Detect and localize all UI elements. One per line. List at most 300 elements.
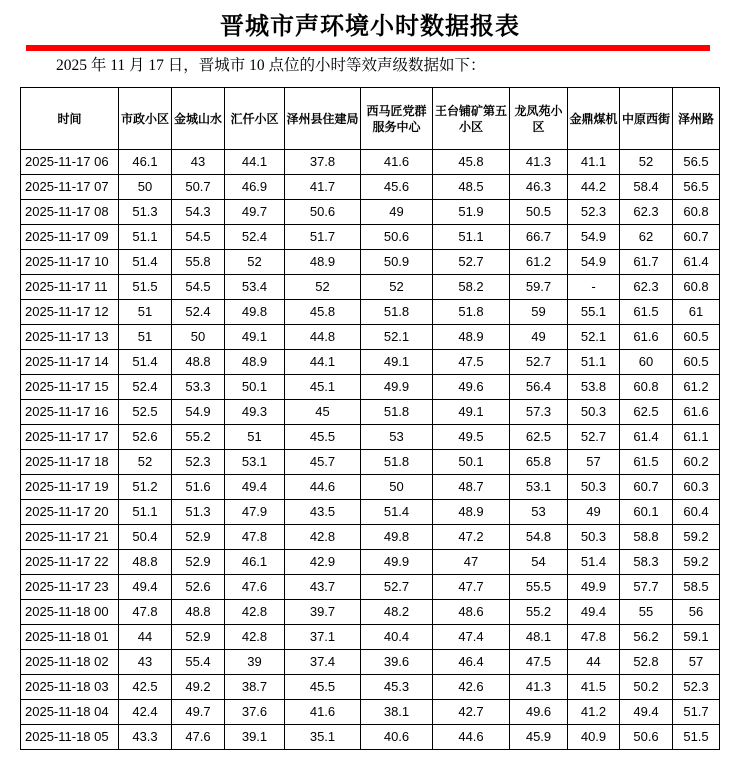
value-cell: 42.6: [433, 675, 510, 700]
value-cell: 47.8: [225, 525, 285, 550]
value-cell: 47.2: [433, 525, 510, 550]
value-cell: 56.2: [620, 625, 673, 650]
value-cell: 52.4: [119, 375, 172, 400]
value-cell: 41.2: [568, 700, 620, 725]
value-cell: 52.3: [673, 675, 720, 700]
value-cell: 52: [620, 150, 673, 175]
value-cell: 51.6: [172, 475, 225, 500]
header-site: 市政小区: [119, 88, 172, 150]
value-cell: 58.2: [433, 275, 510, 300]
value-cell: 54.8: [510, 525, 568, 550]
value-cell: 51.8: [433, 300, 510, 325]
time-cell: 2025-11-18 04: [21, 700, 119, 725]
value-cell: 51.9: [433, 200, 510, 225]
value-cell: 52.7: [433, 250, 510, 275]
value-cell: 43.5: [285, 500, 361, 525]
value-cell: 39.1: [225, 725, 285, 750]
value-cell: 50: [361, 475, 433, 500]
report-title: 晋城市声环境小时数据报表: [220, 11, 520, 40]
time-cell: 2025-11-17 19: [21, 475, 119, 500]
value-cell: 53: [510, 500, 568, 525]
value-cell: 49.1: [433, 400, 510, 425]
value-cell: 60.8: [673, 200, 720, 225]
time-cell: 2025-11-17 06: [21, 150, 119, 175]
value-cell: 49.5: [433, 425, 510, 450]
value-cell: 52.6: [119, 425, 172, 450]
value-cell: 57.7: [620, 575, 673, 600]
value-cell: 40.4: [361, 625, 433, 650]
value-cell: 57.3: [510, 400, 568, 425]
value-cell: 51.5: [119, 275, 172, 300]
value-cell: 59.1: [673, 625, 720, 650]
value-cell: 42.7: [433, 700, 510, 725]
value-cell: 48.9: [433, 325, 510, 350]
value-cell: 49.3: [225, 400, 285, 425]
value-cell: 43: [172, 150, 225, 175]
value-cell: 60.2: [673, 450, 720, 475]
value-cell: 52.4: [172, 300, 225, 325]
value-cell: 45.8: [433, 150, 510, 175]
value-cell: 55.8: [172, 250, 225, 275]
value-cell: 51.3: [119, 200, 172, 225]
value-cell: 48.8: [172, 350, 225, 375]
value-cell: 56.4: [510, 375, 568, 400]
table-row: [21, 250, 720, 275]
value-cell: 58.5: [673, 575, 720, 600]
table-row: [21, 275, 720, 300]
value-cell: 60.7: [620, 475, 673, 500]
value-cell: 38.1: [361, 700, 433, 725]
value-cell: 55: [620, 600, 673, 625]
value-cell: 60.8: [620, 375, 673, 400]
value-cell: 49.9: [568, 575, 620, 600]
time-cell: 2025-11-17 20: [21, 500, 119, 525]
value-cell: 52.9: [172, 525, 225, 550]
value-cell: 35.1: [285, 725, 361, 750]
table-row: [21, 500, 720, 525]
table-row: [21, 550, 720, 575]
table-row: [21, 325, 720, 350]
value-cell: 51.1: [433, 225, 510, 250]
value-cell: 55.5: [510, 575, 568, 600]
value-cell: 39.6: [361, 650, 433, 675]
value-cell: 44: [568, 650, 620, 675]
value-cell: 53.1: [510, 475, 568, 500]
value-cell: 50.3: [568, 525, 620, 550]
value-cell: 47.5: [433, 350, 510, 375]
value-cell: 49.6: [433, 375, 510, 400]
value-cell: 49.4: [225, 475, 285, 500]
value-cell: 50.6: [361, 225, 433, 250]
value-cell: 50: [172, 325, 225, 350]
value-cell: 52.9: [172, 625, 225, 650]
value-cell: 48.7: [433, 475, 510, 500]
value-cell: 42.8: [225, 600, 285, 625]
header-site: 泽州县住建局: [285, 88, 361, 150]
value-cell: 51.1: [119, 225, 172, 250]
value-cell: 61.5: [620, 450, 673, 475]
value-cell: 51.4: [361, 500, 433, 525]
value-cell: 44.2: [568, 175, 620, 200]
time-cell: 2025-11-17 18: [21, 450, 119, 475]
intro-text: 2025 年 11 月 17 日，晋城市 10 点位的小时等效声级数据如下：: [56, 57, 486, 74]
table-header-row: [21, 88, 720, 150]
value-cell: 55.4: [172, 650, 225, 675]
value-cell: 50.9: [361, 250, 433, 275]
value-cell: 49: [361, 200, 433, 225]
value-cell: 49.7: [172, 700, 225, 725]
value-cell: 61.5: [620, 300, 673, 325]
header-site: 龙凤苑小区: [510, 88, 568, 150]
header-site: 泽州路: [673, 88, 720, 150]
value-cell: 49.4: [568, 600, 620, 625]
value-cell: 47.9: [225, 500, 285, 525]
value-cell: 55.2: [172, 425, 225, 450]
time-cell: 2025-11-18 00: [21, 600, 119, 625]
value-cell: 47.4: [433, 625, 510, 650]
value-cell: 45.5: [285, 425, 361, 450]
value-cell: 54.5: [172, 225, 225, 250]
value-cell: 41.3: [510, 675, 568, 700]
value-cell: 51.8: [361, 450, 433, 475]
table-row: [21, 175, 720, 200]
value-cell: 55.2: [510, 600, 568, 625]
table-row: [21, 475, 720, 500]
value-cell: 51.7: [285, 225, 361, 250]
value-cell: 41.5: [568, 675, 620, 700]
value-cell: 50.3: [568, 400, 620, 425]
value-cell: 51.4: [119, 250, 172, 275]
value-cell: 54: [510, 550, 568, 575]
header-site: 金鼎煤机: [568, 88, 620, 150]
value-cell: 52.7: [510, 350, 568, 375]
value-cell: 45.8: [285, 300, 361, 325]
value-cell: 61.6: [620, 325, 673, 350]
value-cell: 52.7: [568, 425, 620, 450]
value-cell: 49.1: [225, 325, 285, 350]
value-cell: 61.4: [673, 250, 720, 275]
value-cell: 51.3: [172, 500, 225, 525]
value-cell: 61.7: [620, 250, 673, 275]
value-cell: 50.6: [620, 725, 673, 750]
header-site: 王台铺矿第五小区: [433, 88, 510, 150]
value-cell: 48.6: [433, 600, 510, 625]
value-cell: 47.8: [119, 600, 172, 625]
value-cell: 59.7: [510, 275, 568, 300]
value-cell: 55.1: [568, 300, 620, 325]
value-cell: 49.4: [620, 700, 673, 725]
value-cell: 52.5: [119, 400, 172, 425]
value-cell: 44.6: [285, 475, 361, 500]
table-row: [21, 450, 720, 475]
value-cell: 51.4: [568, 550, 620, 575]
time-cell: 2025-11-17 12: [21, 300, 119, 325]
table-row: [21, 650, 720, 675]
table-row: [21, 575, 720, 600]
value-cell: 49: [568, 500, 620, 525]
time-cell: 2025-11-17 11: [21, 275, 119, 300]
value-cell: 42.9: [285, 550, 361, 575]
value-cell: 41.7: [285, 175, 361, 200]
time-cell: 2025-11-17 07: [21, 175, 119, 200]
value-cell: 61.4: [620, 425, 673, 450]
value-cell: 45.7: [285, 450, 361, 475]
value-cell: 43.3: [119, 725, 172, 750]
value-cell: 50.4: [119, 525, 172, 550]
value-cell: 50.2: [620, 675, 673, 700]
time-cell: 2025-11-17 16: [21, 400, 119, 425]
header-site: 金城山水: [172, 88, 225, 150]
value-cell: 49.8: [361, 525, 433, 550]
value-cell: 53.4: [225, 275, 285, 300]
value-cell: 50.3: [568, 475, 620, 500]
value-cell: 59: [510, 300, 568, 325]
table-body: [21, 150, 720, 750]
value-cell: 52.6: [172, 575, 225, 600]
value-cell: 52.3: [568, 200, 620, 225]
value-cell: 62.3: [620, 275, 673, 300]
time-cell: 2025-11-18 02: [21, 650, 119, 675]
time-cell: 2025-11-18 03: [21, 675, 119, 700]
value-cell: 50.1: [433, 450, 510, 475]
value-cell: 53: [361, 425, 433, 450]
time-cell: 2025-11-17 09: [21, 225, 119, 250]
value-cell: 41.1: [568, 150, 620, 175]
value-cell: 51.8: [361, 300, 433, 325]
value-cell: 52.3: [172, 450, 225, 475]
value-cell: 53.1: [225, 450, 285, 475]
value-cell: 53.8: [568, 375, 620, 400]
value-cell: 42.8: [285, 525, 361, 550]
value-cell: 50.7: [172, 175, 225, 200]
value-cell: 40.6: [361, 725, 433, 750]
value-cell: 60.8: [673, 275, 720, 300]
value-cell: 58.4: [620, 175, 673, 200]
value-cell: 48.9: [285, 250, 361, 275]
value-cell: 49.2: [172, 675, 225, 700]
value-cell: 47.8: [568, 625, 620, 650]
value-cell: 51: [225, 425, 285, 450]
value-cell: 52: [119, 450, 172, 475]
value-cell: 54.9: [172, 400, 225, 425]
value-cell: 56.5: [673, 150, 720, 175]
value-cell: 61.2: [673, 375, 720, 400]
table-row: [21, 725, 720, 750]
time-cell: 2025-11-17 21: [21, 525, 119, 550]
value-cell: 51: [119, 300, 172, 325]
value-cell: 52: [225, 250, 285, 275]
value-cell: 51.1: [119, 500, 172, 525]
value-cell: 43: [119, 650, 172, 675]
header-time: 时间: [21, 88, 119, 150]
noise-data-table: [20, 87, 720, 750]
value-cell: 37.4: [285, 650, 361, 675]
value-cell: 45: [285, 400, 361, 425]
value-cell: 51.5: [673, 725, 720, 750]
value-cell: 47.6: [172, 725, 225, 750]
time-cell: 2025-11-18 05: [21, 725, 119, 750]
table-row: [21, 300, 720, 325]
time-cell: 2025-11-17 17: [21, 425, 119, 450]
value-cell: 49.9: [361, 375, 433, 400]
value-cell: 39: [225, 650, 285, 675]
value-cell: 60.5: [673, 350, 720, 375]
value-cell: 57: [673, 650, 720, 675]
value-cell: 57: [568, 450, 620, 475]
value-cell: 44: [119, 625, 172, 650]
value-cell: 37.1: [285, 625, 361, 650]
value-cell: 45.6: [361, 175, 433, 200]
table-row: [21, 600, 720, 625]
value-cell: 51.2: [119, 475, 172, 500]
value-cell: 47: [433, 550, 510, 575]
value-cell: 53.3: [172, 375, 225, 400]
header-site: 中原西街: [620, 88, 673, 150]
value-cell: 52.7: [361, 575, 433, 600]
value-cell: 60.4: [673, 500, 720, 525]
time-cell: 2025-11-17 08: [21, 200, 119, 225]
value-cell: 51: [119, 325, 172, 350]
value-cell: 42.4: [119, 700, 172, 725]
value-cell: 51.1: [568, 350, 620, 375]
value-cell: 62: [620, 225, 673, 250]
time-cell: 2025-11-17 23: [21, 575, 119, 600]
value-cell: 60.5: [673, 325, 720, 350]
value-cell: 60.7: [673, 225, 720, 250]
value-cell: 61: [673, 300, 720, 325]
value-cell: 49: [510, 325, 568, 350]
value-cell: 50.1: [225, 375, 285, 400]
value-cell: 54.9: [568, 225, 620, 250]
value-cell: 46.9: [225, 175, 285, 200]
value-cell: 49.7: [225, 200, 285, 225]
value-cell: 50: [119, 175, 172, 200]
value-cell: 48.8: [119, 550, 172, 575]
value-cell: 45.1: [285, 375, 361, 400]
value-cell: 51.7: [673, 700, 720, 725]
value-cell: 49.1: [361, 350, 433, 375]
value-cell: 46.1: [119, 150, 172, 175]
value-cell: 42.5: [119, 675, 172, 700]
value-cell: 50.6: [285, 200, 361, 225]
value-cell: 46.3: [510, 175, 568, 200]
time-cell: 2025-11-17 15: [21, 375, 119, 400]
value-cell: 39.7: [285, 600, 361, 625]
table-row: [21, 400, 720, 425]
value-cell: 45.9: [510, 725, 568, 750]
value-cell: 52.1: [361, 325, 433, 350]
value-cell: 41.6: [285, 700, 361, 725]
value-cell: 47.5: [510, 650, 568, 675]
table-row: [21, 375, 720, 400]
value-cell: 60.1: [620, 500, 673, 525]
value-cell: 52.8: [620, 650, 673, 675]
value-cell: 61.2: [510, 250, 568, 275]
value-cell: 48.9: [225, 350, 285, 375]
table-row: [21, 350, 720, 375]
value-cell: 42.8: [225, 625, 285, 650]
value-cell: 50.5: [510, 200, 568, 225]
value-cell: 44.1: [285, 350, 361, 375]
value-cell: 37.8: [285, 150, 361, 175]
value-cell: -: [568, 275, 620, 300]
value-cell: 66.7: [510, 225, 568, 250]
header-site: 西马匠党群服务中心: [361, 88, 433, 150]
value-cell: 49.9: [361, 550, 433, 575]
table-row: [21, 700, 720, 725]
table-row: [21, 675, 720, 700]
value-cell: 52.1: [568, 325, 620, 350]
value-cell: 46.4: [433, 650, 510, 675]
value-cell: 60: [620, 350, 673, 375]
value-cell: 43.7: [285, 575, 361, 600]
value-cell: 48.9: [433, 500, 510, 525]
value-cell: 45.5: [285, 675, 361, 700]
value-cell: 59.2: [673, 525, 720, 550]
value-cell: 62.5: [620, 400, 673, 425]
time-cell: 2025-11-17 13: [21, 325, 119, 350]
time-cell: 2025-11-18 01: [21, 625, 119, 650]
value-cell: 52.4: [225, 225, 285, 250]
value-cell: 52.9: [172, 550, 225, 575]
value-cell: 52: [285, 275, 361, 300]
value-cell: 61.6: [673, 400, 720, 425]
value-cell: 38.7: [225, 675, 285, 700]
table-row: [21, 625, 720, 650]
time-cell: 2025-11-17 14: [21, 350, 119, 375]
table-row: [21, 150, 720, 175]
value-cell: 51.8: [361, 400, 433, 425]
value-cell: 49.4: [119, 575, 172, 600]
value-cell: 44.8: [285, 325, 361, 350]
time-cell: 2025-11-17 10: [21, 250, 119, 275]
value-cell: 58.8: [620, 525, 673, 550]
value-cell: 41.3: [510, 150, 568, 175]
value-cell: 54.5: [172, 275, 225, 300]
value-cell: 65.8: [510, 450, 568, 475]
value-cell: 41.6: [361, 150, 433, 175]
title-divider: [26, 45, 710, 51]
value-cell: 56: [673, 600, 720, 625]
value-cell: 52: [361, 275, 433, 300]
value-cell: 47.6: [225, 575, 285, 600]
value-cell: 62.5: [510, 425, 568, 450]
value-cell: 45.3: [361, 675, 433, 700]
value-cell: 51.4: [119, 350, 172, 375]
value-cell: 49.8: [225, 300, 285, 325]
value-cell: 48.8: [172, 600, 225, 625]
value-cell: 44.6: [433, 725, 510, 750]
value-cell: 54.9: [568, 250, 620, 275]
value-cell: 54.3: [172, 200, 225, 225]
value-cell: 59.2: [673, 550, 720, 575]
value-cell: 61.1: [673, 425, 720, 450]
value-cell: 37.6: [225, 700, 285, 725]
value-cell: 56.5: [673, 175, 720, 200]
value-cell: 62.3: [620, 200, 673, 225]
value-cell: 48.1: [510, 625, 568, 650]
value-cell: 47.7: [433, 575, 510, 600]
value-cell: 46.1: [225, 550, 285, 575]
table-row: [21, 225, 720, 250]
value-cell: 48.2: [361, 600, 433, 625]
table-row: [21, 200, 720, 225]
time-cell: 2025-11-17 22: [21, 550, 119, 575]
value-cell: 48.5: [433, 175, 510, 200]
value-cell: 58.3: [620, 550, 673, 575]
value-cell: 40.9: [568, 725, 620, 750]
value-cell: 44.1: [225, 150, 285, 175]
